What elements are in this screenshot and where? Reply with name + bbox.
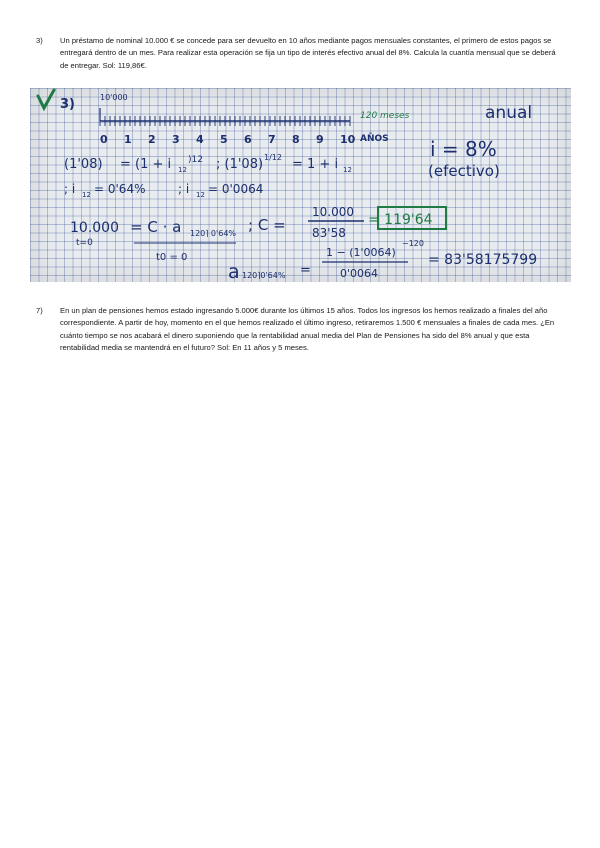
hw-eq2-b-val: = 0'0064 <box>208 182 264 196</box>
timeline-year-label: 9 <box>316 133 324 146</box>
hw-anual: anual <box>485 103 533 123</box>
hw-ann-exp: −120 <box>402 239 424 248</box>
hw-interest-rate: i = 8% <box>430 137 497 161</box>
timeline-year-label: 10 <box>340 133 356 146</box>
hw-label: 3) <box>60 97 75 112</box>
timeline-year-label: 7 <box>268 133 276 146</box>
hw-eq1-right: ; (1'08) <box>216 157 264 172</box>
hw-ann-den: 0'0064 <box>340 267 379 280</box>
hw-eq2: ; i <box>64 182 76 196</box>
handwritten-solution-photo <box>30 88 571 282</box>
problem-number: 7) <box>36 306 43 315</box>
hw-eq1-exp: )12 <box>188 155 203 165</box>
problem-statement: En un plan de pensiones hemos estado ingresando 5.000€ durante los últimos 15 años. Todos los ingresos los hemos realizado a finales del año correspondiente. A partir de hoy, momento en el que hemos realizado el último ingreso, retiraremos 1.500 € mensuales a finales de cada mes. ¿En cuánto tiempo se nos acabará el dinero suponiendo que la rentabilidad anual media del Plan de Pensiones ha sido del 8% anual y que esta rentabilidad media se mantendrá en el futuro? Sol: En 11 años y 5 meses. <box>60 306 555 353</box>
hw-annuity-lhs: a <box>228 261 240 282</box>
hw-frac-den: 83'58 <box>312 226 346 240</box>
timeline-year-label: 0 <box>100 133 108 146</box>
hw-ann-result: = 83'58175799 <box>428 252 538 268</box>
hw-pv-t: t=0 <box>76 238 93 248</box>
problem-3 <box>36 35 566 72</box>
hw-eq2-sub: 12 <box>82 191 91 199</box>
timeline-year-label: 1 <box>124 133 132 146</box>
hw-annuity-eq: = <box>300 263 311 278</box>
timeline-year-label: 4 <box>196 133 204 146</box>
hw-meses: 120 meses <box>360 111 410 121</box>
hw-eq1-sub: 12 <box>178 166 187 174</box>
hw-eq2-b: ; i <box>178 182 190 196</box>
timeline-year-label: 5 <box>220 133 228 146</box>
hw-eq1-left: (1'08) <box>64 157 103 172</box>
timeline-year-label: 6 <box>244 133 252 146</box>
timeline-year-label: 2 <box>148 133 156 146</box>
hw-frac-num: 10.000 <box>312 205 354 219</box>
problem-7 <box>36 305 566 355</box>
hw-anos: AÑOS <box>360 134 389 144</box>
problem-number: 3) <box>36 36 43 45</box>
hw-result: = 119'64 <box>368 212 433 228</box>
hw-eq1-exp2: 1/12 <box>264 153 282 162</box>
handwritten-solution <box>30 88 571 282</box>
hw-t0: t0 = 0 <box>156 252 188 263</box>
check-mark-icon <box>38 90 54 108</box>
hw-pv-c: ; C = <box>248 216 286 234</box>
hw-eq2-val: = 0'64% <box>94 182 146 196</box>
timeline-year-label: 8 <box>292 133 300 146</box>
hw-efectivo: (efectivo) <box>428 162 500 180</box>
timeline-year-label: 3 <box>172 133 180 146</box>
hw-pv-amount: 10.000 <box>70 220 119 236</box>
hw-eq1-end: = 1 + i <box>292 157 339 172</box>
hw-pv-sub: 120⌉ 0'64% <box>190 229 237 238</box>
hw-eq1-mid: = (1 + i <box>120 157 172 172</box>
hw-ann-num: 1 − (1'0064) <box>326 246 396 259</box>
hw-top-amount: 10'000 <box>100 93 128 102</box>
hw-pv-eq: = C · a <box>130 218 182 236</box>
problem-statement: Un préstamo de nominal 10.000 € se concede para ser devuelto en 10 años mediante pagos mensuales constantes, el primero de estos pagos se entregará dentro de un mes. Para realizar esta operación se fija un tipo de interés efectivo anual del 8%. Calcula la cuantía mensual que se deberá de entregar. Sol: 119,86€. <box>60 36 556 70</box>
timeline-years <box>100 133 356 146</box>
hw-eq2-b-sub: 12 <box>196 191 205 199</box>
hw-annuity-sub: 120⌉0'64% <box>242 271 286 280</box>
hw-eq1-end-sub: 12 <box>343 166 352 174</box>
